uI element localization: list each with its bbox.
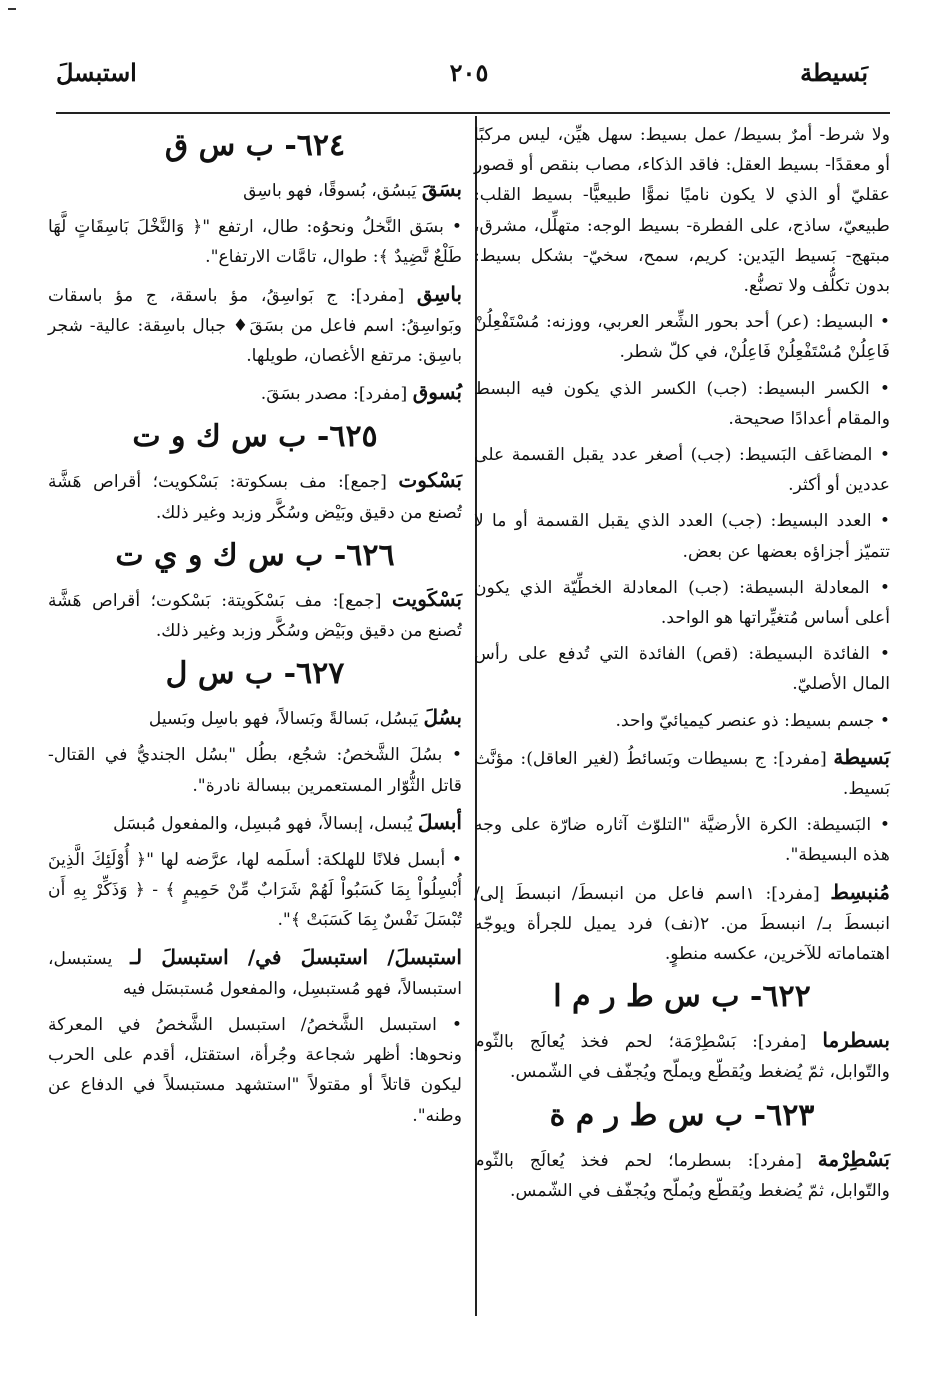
entry-definition: [مفرد]: بسطرما؛ لحم فخذ يُعالَج بالثّوم والتّوابل، ثمّ يُضغط ويُقطّع ويُملّح ويُجفّف في الشّمس. xyxy=(474,1150,890,1201)
root-heading: ٦٢٤- ب س ق xyxy=(164,128,346,163)
dictionary-entry xyxy=(474,1025,890,1087)
entry-definition: يستبسل، استبسالاً، فهو مُستبسِل، والمفعول مُستبسَل فيه xyxy=(48,948,462,999)
entry-headword: بسطرما xyxy=(822,1028,890,1053)
entry-paragraph: • بسَق النَّخلُ ونحوُه: طال، ارتفع "﴿ وَالنَّخْلَ بَاسِقَاتٍ لَّهَا طَلْعٌ نَّضِيدٌ ﴾: طوال، تامَّات الارتفاع". xyxy=(48,217,462,268)
dictionary-entry xyxy=(474,1144,890,1206)
dictionary-entry xyxy=(48,584,462,646)
entry-definition: [مفرد]: بَسْطِرْمَة؛ لحم فخذ يُعالَج بالثّوم والتّوابل، ثمّ يُضغط ويُقطّع ويملّح ويُجفّف في الشّمس. xyxy=(474,1032,890,1083)
entry-headword: استبسلَ/ استبسلَ في/ استبسلَ لـ xyxy=(130,944,462,969)
entry-paragraph: • بسُلَ الشَّخصُ: شجُع، بطُل "بسُل الجنديُّ في القتال- قاتل الثُّوّار المستعمرين ببسالة نادرة". xyxy=(48,745,462,796)
dictionary-entry xyxy=(48,279,462,372)
header-right-word: بَسيطة xyxy=(800,58,868,87)
entry-definition: [جمع]: مف بسكوتة: بَسْكويت؛ أقراص هَشَّة تُصنع من دقيق وبَيْض وسُكَّر وزبد وغير ذلك. xyxy=(48,472,462,523)
root-heading: ٦٢٦- ب س ك و ي ت xyxy=(115,537,395,573)
entry-paragraph: • أبسل فلانًا للهلكة: أسلَمه لها، عرَّضه لها "﴿ أُوْلَئِكَ الَّذِينَ أُبْسِلُواْ بِمَا كَسَبُواْ لَهُمْ شَرَابٌ مِّنْ حَمِيمٍ ﴾ - ﴿ وَذَكِّرْ بِهِ أَن تُبْسَلَ نَفْسٌ بِمَا كَسَبَتْ ﴾". xyxy=(48,850,462,931)
root-heading: ٦٢٢- ب س ط ر م ا xyxy=(553,979,811,1015)
entry-paragraph: • البسيط: (عر) أحد بحور الشِّعر العربي، ووزنه: مُسْتَفْعِلُنْ فَاعِلُنْ مُسْتَفْعِلُنْ فَاعِلُنْ، في كلّ شطر. xyxy=(474,312,890,363)
entry-headword: أبسلَ xyxy=(417,809,462,834)
page-number: ٢٠٥ xyxy=(449,58,489,87)
header-left-word: استبسلَ xyxy=(56,58,137,87)
entry-paragraph: • جسم بسيط: ذو عنصر كيميائيّ واحد. xyxy=(615,710,890,731)
entry-paragraph: • الكسر البسيط: (جب) الكسر الذي يكون فيه البسط والمقام أعدادًا صحيحة. xyxy=(474,378,890,429)
root-heading: ٦٢٥- ب س ك و ت xyxy=(132,419,378,455)
entry-definition: [مفرد]: ١اسم فاعل من انبسطَ/ انبسطَ إلى/ انبسطَ بـ/ انبسطَ من. ٢(نف) فرد يميل للجرأة ويوجّه اهتماماته للآخرين، عكسه منطوٍ. xyxy=(474,883,890,965)
left-column xyxy=(48,120,462,1137)
scan-mark xyxy=(8,8,16,10)
entry-definition: [جمع]: مف بَسْكَويتة: بَسْكوت؛ أقراص هَشَّة تُصنع من دقيق وبَيْض وسُكَّر وزبد وغير ذلك. xyxy=(48,590,462,642)
dictionary-entry xyxy=(474,877,890,970)
entry-definition: يُبسل، إبسالاً، فهو مُبسِل، والمفعول مُبسَل xyxy=(113,813,418,834)
entry-headword: باسِق xyxy=(416,281,462,306)
dictionary-entry xyxy=(48,174,462,206)
entry-definition: [مفرد]: ج بَواسِقُ، مؤ باسقة، ج مؤ باسقات وبَواسِقُ: اسم فاعل من بسَقَ♦ جبال باسِقة: عالية- شجر باسِق: مرتفع الأغصان، طويلها. xyxy=(48,285,462,367)
entry-headword: بَسْكوت xyxy=(398,468,462,493)
entry-definition: يَبسُق، بُسوقًا، فهو باسِق xyxy=(243,181,422,201)
entry-definition: [مفرد]: ج بسيطات وبَسائطُ (لغير العاقل): مؤنَّث بَسيط. xyxy=(474,748,890,800)
entry-paragraph: • البَسيطة: الكرة الأرضيَّة "التلوّث آثاره ضارّة على وجه هذه البسيطة". xyxy=(474,815,890,866)
root-heading: ٦٢٧- ب س ل xyxy=(165,656,345,692)
entry-paragraph: ولا شرط- أمرٌ بسيط/ عمل بسيط: سهل هيِّن، ليس مركبًا أو معقدًا- بسيط العقل: فاقد الذكاء، مصاب بنقص أو قصور عقليّ أو الذي لا يكون ناميًا نموًّا طبيعيًّا- بسيط القلب: طبيعيّ، ساذج، على الفطرة- بسيط الوجه: متهلِّل، مشرق، مبتهج- بَسيط اليَدين: كريم، سمح، سخيّ- بشكل بسيط: بدون تكلُّف ولا تصنُّع. xyxy=(474,125,890,297)
entry-paragraph: • المعادلة البسيطة: (جب) المعادلة الخطِّيّة الذي يكون أعلى أساس مُتغيِّراتها هو الواحد. xyxy=(474,577,890,629)
entry-headword: بَسْطِرْمة xyxy=(817,1146,890,1171)
entry-definition: يَبسُل، بَسالةً وبَسالاً، فهو باسِل وبَسيل xyxy=(148,709,424,730)
entry-paragraph: • العدد البسيط: (جب) العدد الذي يقبل القسمة أو ما لا تتميّز أجزاؤه بعضها عن بعض. xyxy=(474,511,890,562)
entry-paragraph: • استبسل الشَّخصُ/ استبسل الشَّخصُ في المعركة ونحوها: أظهر شجاعة وجُرأة، استقتل، أقدم على الحرب ليكون قاتلاً أو مقتولاً "استشهد مستبسلاً في الدفاع عن وطنه". xyxy=(48,1015,462,1126)
dictionary-entry xyxy=(48,465,462,527)
header-rule xyxy=(56,112,890,114)
entry-headword: بَسْكَويت xyxy=(392,586,462,611)
entry-paragraph: • الفائدة البسيطة: (قص) الفائدة التي تُدفع على رأس المال الأصليّ. xyxy=(474,644,890,695)
entry-headword: بَسيطة xyxy=(833,744,890,769)
entry-headword: بُسوق xyxy=(412,380,462,405)
dictionary-entry xyxy=(48,807,462,839)
root-heading: ٦٢٣- ب س ط ر م ة xyxy=(549,1097,815,1133)
dictionary-entry xyxy=(474,742,890,804)
dictionary-entry xyxy=(48,942,462,1004)
dictionary-entry xyxy=(48,702,462,734)
entry-headword: بسَقَ xyxy=(421,177,462,201)
entry-paragraph: • المضاعَف البَسيط: (جب) أصغر عدد يقبل القسمة على عددين أو أكثر. xyxy=(474,445,890,496)
entry-headword: مُنبسِط xyxy=(830,879,890,904)
dictionary-entry xyxy=(48,377,462,409)
right-column xyxy=(474,120,890,1212)
entry-headword: بسُلَ xyxy=(423,705,462,730)
entry-definition: [مفرد]: مصدر بسَقَ. xyxy=(260,384,413,405)
